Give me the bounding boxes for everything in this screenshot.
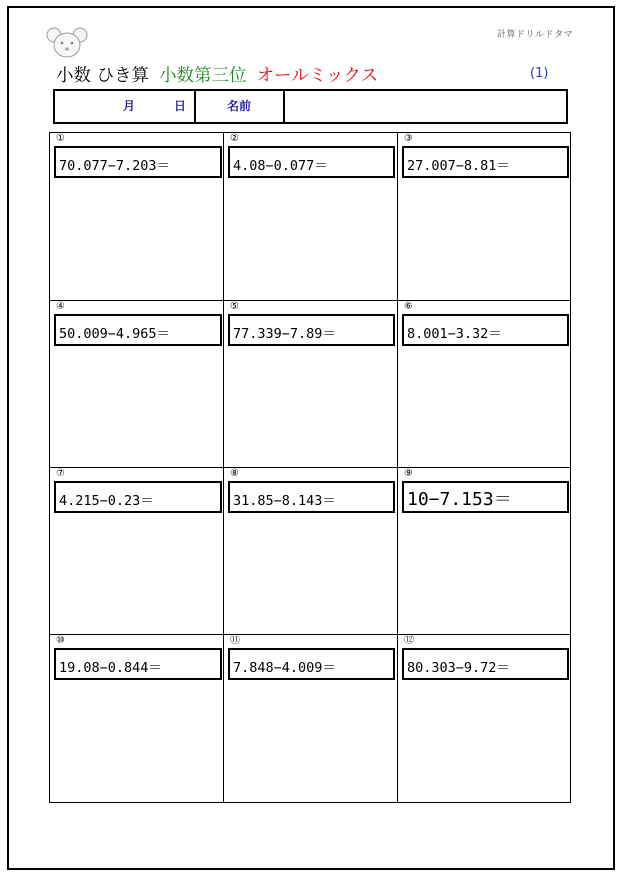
mouse-face-icon xyxy=(46,26,88,60)
sheet-number: (1) xyxy=(530,66,549,81)
problem-grid xyxy=(49,132,571,803)
name-label: 名前 xyxy=(227,99,252,113)
problem-cell[interactable] xyxy=(224,301,397,467)
problem-box xyxy=(228,314,395,346)
problem-box xyxy=(54,481,222,513)
problem-box xyxy=(54,314,222,346)
answer-workspace[interactable] xyxy=(50,683,223,801)
problem-cell[interactable] xyxy=(50,301,223,467)
answer-workspace[interactable] xyxy=(398,683,570,801)
answer-workspace[interactable] xyxy=(224,181,397,299)
problem-cell[interactable] xyxy=(224,468,397,634)
answer-workspace[interactable] xyxy=(50,349,223,467)
problem-number: ⑧ xyxy=(230,468,239,479)
problem-number: ⑩ xyxy=(56,635,65,646)
problem-expression: 50.009−4.965＝ xyxy=(59,326,171,342)
page-title xyxy=(56,62,378,87)
answer-workspace[interactable] xyxy=(398,181,570,299)
problem-cell[interactable] xyxy=(224,635,397,801)
problem-expression: 4.215−0.23＝ xyxy=(59,493,154,509)
problem-number: ⑫ xyxy=(404,635,414,646)
problem-box xyxy=(402,314,569,346)
problem-expression: 31.85−8.143＝ xyxy=(233,493,336,509)
problem-cell[interactable] xyxy=(50,635,223,801)
answer-workspace[interactable] xyxy=(398,516,570,634)
answer-workspace[interactable] xyxy=(50,181,223,299)
name-date-row xyxy=(53,89,568,124)
problem-cell[interactable] xyxy=(398,635,570,801)
name-input-area[interactable] xyxy=(285,91,566,122)
answer-workspace[interactable] xyxy=(224,349,397,467)
problem-box xyxy=(228,648,395,680)
problem-box xyxy=(228,481,395,513)
problem-expression: 10−7.153＝ xyxy=(407,489,512,510)
answer-workspace[interactable] xyxy=(224,683,397,801)
title-operation: 小数 ひき算 xyxy=(56,66,150,86)
problem-cell[interactable] xyxy=(50,133,223,299)
problem-number: ⑤ xyxy=(230,301,239,312)
problem-number: ⑦ xyxy=(56,468,65,479)
problem-box xyxy=(54,146,222,178)
problem-box xyxy=(402,146,569,178)
problem-cell[interactable] xyxy=(398,301,570,467)
brand-label: 計算ドリルドタマ xyxy=(497,30,574,40)
problem-number: ⑥ xyxy=(404,301,413,312)
problem-expression: 80.303−9.72＝ xyxy=(407,660,510,676)
problem-box xyxy=(54,648,222,680)
problem-expression: 8.001−3.32＝ xyxy=(407,326,502,342)
date-cell[interactable] xyxy=(55,91,196,122)
problem-box xyxy=(228,146,395,178)
answer-workspace[interactable] xyxy=(398,349,570,467)
problem-expression: 19.08−0.844＝ xyxy=(59,660,162,676)
problem-box xyxy=(402,648,569,680)
problem-number: ④ xyxy=(56,301,65,312)
problem-cell[interactable] xyxy=(50,468,223,634)
problem-number: ⑪ xyxy=(230,635,240,646)
problem-number: ③ xyxy=(404,133,413,144)
problem-cell[interactable] xyxy=(398,133,570,299)
title-level: 小数第三位 xyxy=(159,66,247,86)
problem-box xyxy=(402,481,569,513)
answer-workspace[interactable] xyxy=(50,516,223,634)
day-label: 日 xyxy=(174,99,187,113)
name-label-cell xyxy=(196,91,285,122)
answer-workspace[interactable] xyxy=(224,516,397,634)
problem-expression: 70.077−7.203＝ xyxy=(59,158,171,174)
problem-cell[interactable] xyxy=(398,468,570,634)
problem-expression: 7.848−4.009＝ xyxy=(233,660,336,676)
problem-expression: 27.007−8.81＝ xyxy=(407,158,510,174)
problem-number: ⑨ xyxy=(404,468,413,479)
problem-number: ① xyxy=(56,133,65,144)
problem-number: ② xyxy=(230,133,239,144)
title-mode: オールミックス xyxy=(256,66,379,86)
problem-expression: 77.339−7.89＝ xyxy=(233,326,336,342)
problem-cell[interactable] xyxy=(224,133,397,299)
problem-expression: 4.08−0.077＝ xyxy=(233,158,328,174)
month-label: 月 xyxy=(123,99,136,113)
